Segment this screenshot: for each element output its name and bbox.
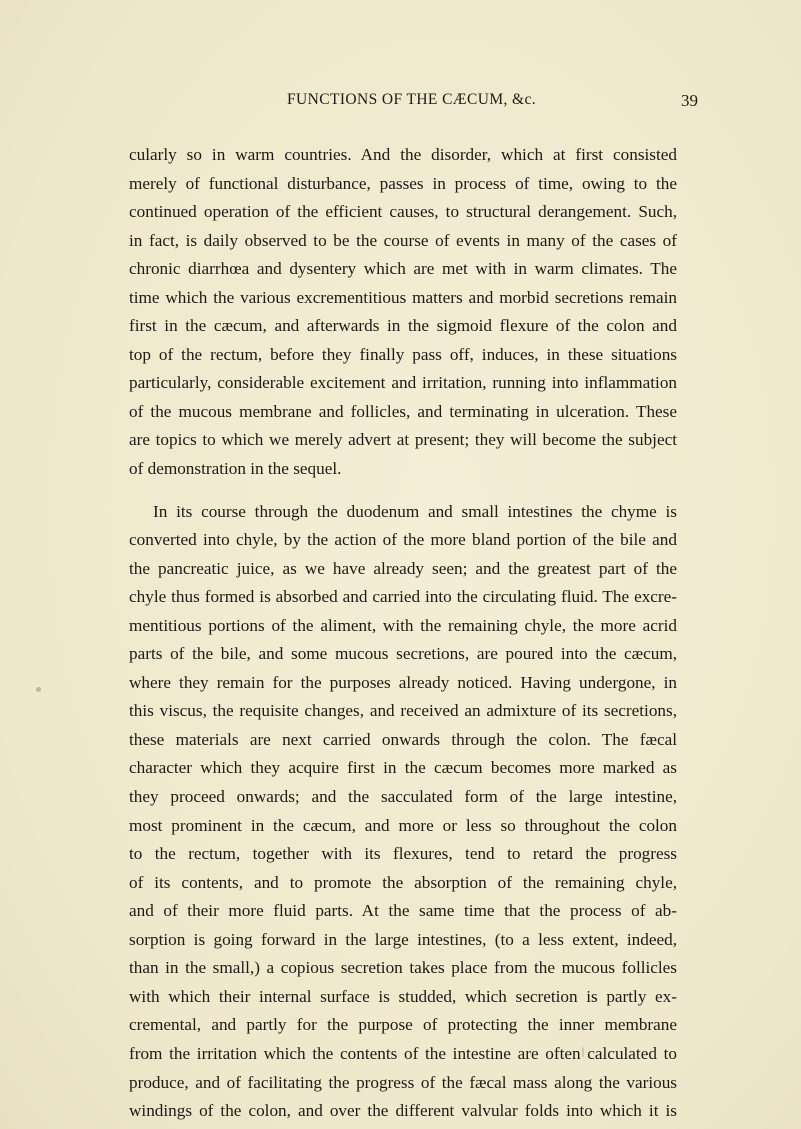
text-line: than in the small,) a copious secretion takes place from the mucous follicles [129, 958, 677, 978]
text-line: these materials are next carried onwards through the colon. The fæcal [129, 729, 677, 749]
text-line: merely of functional disturbance, passes in process of time, owing to the [129, 173, 677, 193]
text-line: character which they acquire first in the cæcum becomes more marked as [129, 758, 677, 778]
paragraph-2 [129, 498, 677, 1126]
body-text [129, 141, 677, 1126]
text-line: particularly, considerable excitement and irritation, running into inflammation [129, 373, 677, 393]
text-line: where they remain for the purposes already noticed. Having undergone, in [129, 672, 677, 692]
text-line: of the mucous membrane and follicles, and terminating in ulceration. These [129, 401, 677, 421]
text-line: produce, and of facilitating the progress of the fæcal mass along the various [129, 1072, 677, 1092]
text-line: from the irritation which the contents of the intestine are often calculated to [129, 1043, 677, 1063]
text-line: chyle thus formed is absorbed and carried into the circulating fluid. The excre- [129, 587, 677, 607]
text-line: cularly so in warm countries. And the disorder, which at first consisted [129, 145, 677, 164]
text-line: In its course through the duodenum and small intestines the chyme is [153, 501, 677, 521]
text-line: of its contents, and to promote the absorption of the remaining chyle, [129, 872, 677, 892]
text-line: parts of the bile, and some mucous secretions, are poured into the cæcum, [129, 644, 677, 664]
text-line: the pancreatic juice, as we have already seen; and the greatest part of the [129, 558, 677, 578]
text-line: are topics to which we merely advert at present; they will become the subject [129, 430, 677, 450]
text-line: converted into chyle, by the action of the more bland portion of the bile and [129, 530, 677, 550]
text-line: and of their more fluid parts. At the same time that the process of ab- [129, 901, 677, 921]
text-line: most prominent in the cæcum, and more or less so throughout the colon [129, 815, 677, 835]
text-line: time which the various excrementitious matters and morbid secretions remain [129, 287, 677, 307]
running-head [0, 91, 801, 111]
paragraph-1 [129, 141, 677, 484]
text-line: continued operation of the efficient causes, to structural derangement. Such, [129, 202, 677, 222]
text-line: in fact, is daily observed to be the course of events in many of the cases of [129, 230, 677, 250]
text-line: mentitious portions of the aliment, with the remaining chyle, the more acrid [129, 615, 677, 635]
text-line: with which their internal surface is studded, which secretion is partly ex- [129, 986, 677, 1006]
text-line: chronic diarrhœa and dysentery which are met with in warm climates. The [129, 259, 677, 279]
paper-speck [36, 687, 41, 692]
running-title: FUNCTIONS OF THE CÆCUM, &c. [287, 91, 537, 108]
text-line: first in the cæcum, and afterwards in the sigmoid flexure of the colon and [129, 316, 677, 336]
text-line: windings of the colon, and over the different valvular folds into which it is [129, 1101, 677, 1121]
text-line: they proceed onwards; and the sacculated form of the large intestine, [129, 787, 677, 807]
text-line: sorption is going forward in the large intestines, (to a less extent, indeed, [129, 929, 677, 949]
text-line: of demonstration in the sequel. [129, 459, 342, 479]
text-line: top of the rectum, before they finally pass off, induces, in these situations [129, 344, 677, 364]
text-line: this viscus, the requisite changes, and received an admixture of its secretions, [129, 701, 677, 721]
page-number: 39 [681, 91, 698, 110]
paper-speck [582, 1047, 584, 1057]
text-line: to the rectum, together with its flexures, tend to retard the progress [129, 844, 677, 864]
text-line: cremental, and partly for the purpose of protecting the inner membrane [129, 1015, 677, 1035]
